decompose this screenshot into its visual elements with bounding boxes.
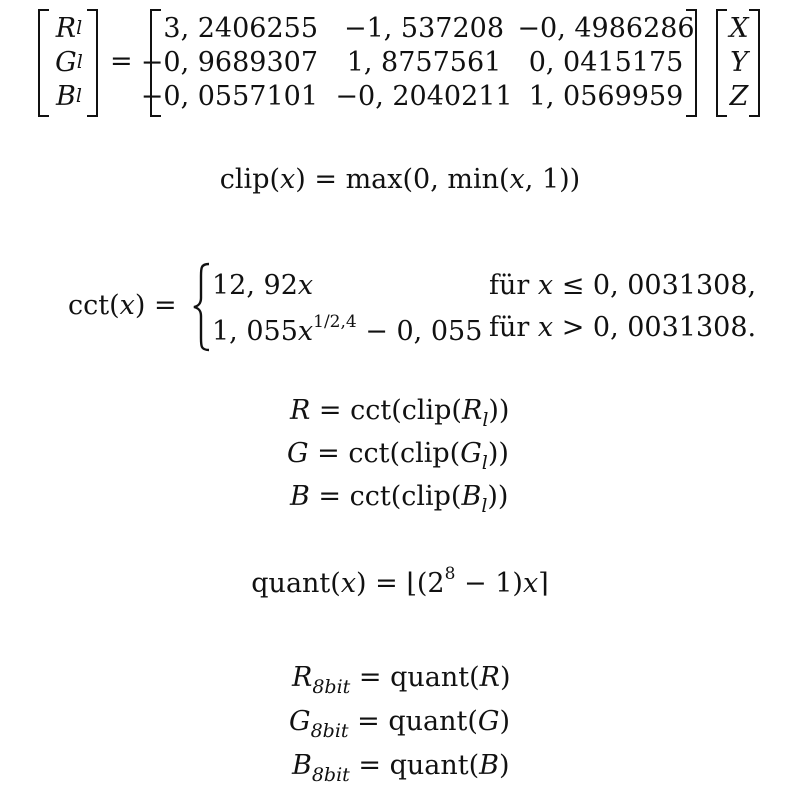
left-brace xyxy=(192,262,212,352)
clip-equation: clip(x) = max(0, min(x, 1)) xyxy=(219,164,581,195)
rhs-entry: X xyxy=(729,12,749,44)
quant-equation: quant(x) = $⌊(2^8$ − 1)x⌉ xyxy=(251,564,549,599)
matrix-right-bracket xyxy=(686,9,697,117)
srgb-equation-r: $R = cct(clip(R_l))$ xyxy=(290,395,510,431)
lhs-entry: R l xyxy=(55,12,83,44)
lhs-right-bracket xyxy=(87,9,98,117)
bit-equation-r: $R_{8bit}$ = quant(R) xyxy=(292,662,511,698)
cct-case-1-expr: 12, 92x xyxy=(212,270,314,301)
rhs-vector xyxy=(727,11,751,113)
srgb-equation-g: $G = cct(clip(G_l))$ xyxy=(287,438,509,474)
rhs-entry: Z xyxy=(729,80,749,112)
matrix-column-2 xyxy=(335,11,513,113)
cct-case-2-expr: 1, $055x^{1/2,4} - 0$, 055 xyxy=(212,312,483,347)
matrix-column-1 xyxy=(140,11,318,113)
bit-equation-b: $B_{8bit}$ = quant(B) xyxy=(292,750,510,786)
matrix-cell: −0, 2040211 xyxy=(335,80,513,112)
matrix-cell: 1, 8757561 xyxy=(346,46,502,78)
cct-lhs: cct(x) = xyxy=(68,290,177,321)
matrix-cell: 3, 2406255 xyxy=(163,12,318,44)
lhs-left-bracket xyxy=(38,9,49,117)
cct-case-2-condition: für x > 0, 0031308. xyxy=(489,312,757,343)
equals-sign: = xyxy=(110,46,133,77)
lhs-vector xyxy=(50,11,88,113)
matrix-cell: −0, 9689307 xyxy=(140,46,318,78)
matrix-cell: 0, 0415175 xyxy=(528,46,684,78)
rhs-entry: Y xyxy=(730,46,748,78)
matrix-cell: −0, 4986286 xyxy=(517,12,695,44)
matrix-cell: 1, 0569959 xyxy=(528,80,684,112)
cct-case-1-condition: für x ≤ 0, 0031308, xyxy=(489,270,757,301)
bit-equation-g: $G_{8bit}$ = quant(G) xyxy=(289,706,511,742)
srgb-equation-b: $B = cct(clip(B_l))$ xyxy=(290,481,509,517)
rhs-right-bracket xyxy=(749,9,760,117)
matrix-cell: −1, 537208 xyxy=(343,12,505,44)
matrix-cell: −0, 0557101 xyxy=(140,80,318,112)
lhs-entry: B l xyxy=(56,80,82,112)
matrix-column-3 xyxy=(517,11,695,113)
lhs-entry: G l xyxy=(55,46,83,78)
rhs-left-bracket xyxy=(716,9,727,117)
